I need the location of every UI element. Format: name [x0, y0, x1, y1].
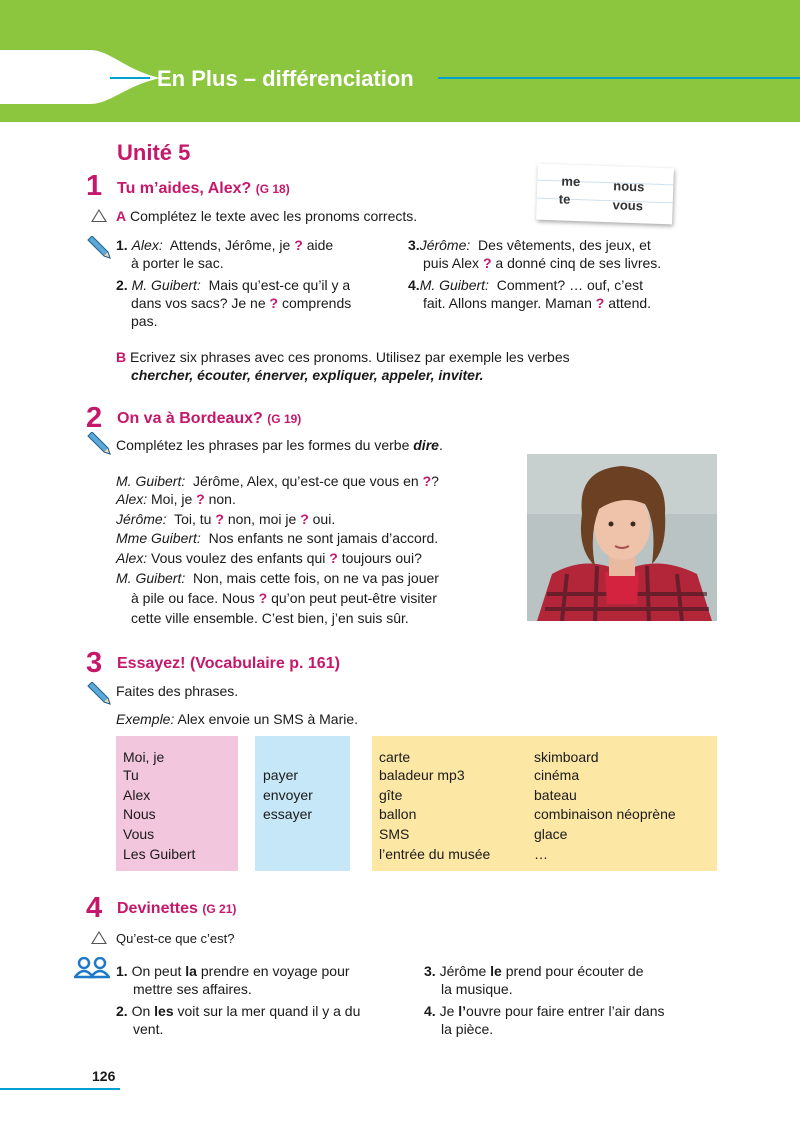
riddle-3-line-2: la musique.	[441, 981, 513, 997]
pronoun-card	[536, 164, 674, 225]
girl-portrait-photo	[527, 454, 717, 621]
exercise-1-item-3: 3.Jérôme: Des vêtements, des jeux, et	[408, 237, 651, 253]
object-item: gîte	[379, 787, 403, 803]
exercise-3-number: 3	[86, 647, 103, 679]
unit-title: Unité 5	[117, 140, 191, 165]
subject-item: Vous	[123, 826, 155, 842]
subject-item: Alex	[123, 787, 151, 803]
object-item: cinéma	[534, 767, 580, 783]
dialogue-line: M. Guibert: Jérôme, Alex, qu’est-ce que vous en ??	[116, 473, 439, 489]
exercise-1-item-3-line-2: puis Alex ? a donné cinq de ses livres.	[423, 255, 662, 271]
exercise-1-item-1-line-2: à porter le sac.	[131, 255, 224, 271]
card-word: nous	[613, 178, 645, 195]
object-item: ballon	[379, 806, 417, 822]
riddle-2: 2. On les voit sur la mer quand il y a du	[116, 1003, 361, 1019]
pencil-icon	[86, 682, 112, 708]
header-band	[0, 0, 800, 122]
exercise-1a-instruction: A Complétez le texte avec les pronoms corrects.	[116, 208, 418, 224]
exercise-2-instruction: Complétez les phrases par les formes du verbe dire.	[116, 437, 443, 453]
pencil-icon	[86, 236, 112, 262]
subject-item: Tu	[123, 767, 139, 783]
subject-item: Nous	[123, 806, 156, 822]
object-item: …	[534, 846, 548, 862]
dialogue-line: Jérôme: Toi, tu ? non, moi je ? oui.	[116, 511, 336, 527]
exercise-3-example: Exemple: Alex envoie un SMS à Marie.	[116, 711, 359, 727]
riddle-2-line-2: vent.	[133, 1021, 164, 1037]
dialogue-line: cette ville ensemble. C’est bien, j’en suis sûr.	[131, 610, 409, 626]
exercise-1-item-2-line-2: dans vos sacs? Je ne ? comprends	[131, 295, 352, 311]
pair-work-icon	[74, 957, 110, 979]
exercise-1-item-2: 2. M. Guibert: Mais qu’est-ce qu’il y a	[116, 277, 351, 293]
page-number: 126	[92, 1068, 116, 1084]
object-item: carte	[379, 749, 411, 765]
footer-divider	[0, 1088, 120, 1090]
header-title: En Plus – différenciation	[157, 66, 414, 91]
verb-item: payer	[263, 767, 299, 783]
riddle-4-line-2: la pièce.	[441, 1021, 494, 1037]
exercise-3-instruction: Faites des phrases.	[116, 683, 239, 699]
exercise-1-title: Tu m’aides, Alex? (G 18)	[117, 180, 290, 197]
exercise-4-title: Devinettes (G 21)	[117, 900, 237, 917]
object-item: combinaison néoprène	[534, 806, 676, 822]
dialogue-line: Alex: Vous voulez des enfants qui ? toujours oui?	[116, 550, 422, 566]
exercise-1b-instruction: B Ecrivez six phrases avec ces pronoms. Utilisez par exemple les verbes	[116, 349, 570, 365]
object-item: l’entrée du musée	[379, 846, 491, 862]
difficulty-triangle-icon	[91, 209, 107, 222]
exercise-1-item-4-line-2: fait. Allons manger. Maman ? attend.	[423, 295, 652, 311]
verb-item: essayer	[263, 806, 313, 822]
dialogue-line: M. Guibert: Non, mais cette fois, on ne va pas jouer	[116, 570, 439, 586]
riddle-3: 3. Jérôme le prend pour écouter de	[424, 963, 644, 979]
verb-item: envoyer	[263, 787, 313, 803]
riddle-1-line-2: mettre ses affaires.	[133, 981, 252, 997]
object-item: SMS	[379, 826, 410, 842]
object-item: glace	[534, 826, 568, 842]
verbs-box	[255, 736, 350, 871]
exercise-1b-verbs: chercher, écouter, énerver, expliquer, appeler, inviter.	[131, 367, 484, 383]
card-word: te	[558, 191, 571, 207]
difficulty-triangle-icon	[91, 931, 107, 944]
subject-item: Les Guibert	[123, 846, 196, 862]
exercise-4-instruction: Qu’est-ce que c’est?	[116, 931, 235, 946]
dialogue-line: Mme Guibert: Nos enfants ne sont jamais d’accord.	[116, 530, 439, 546]
object-item: baladeur mp3	[379, 767, 465, 783]
card-word: vous	[612, 197, 644, 214]
object-item: bateau	[534, 787, 577, 803]
card-word: me	[561, 173, 581, 190]
riddle-4: 4. Je l’ouvre pour faire entrer l’air dans	[424, 1003, 665, 1019]
object-item: skimboard	[534, 749, 599, 765]
objects-box	[372, 736, 717, 871]
exercise-2-title: On va à Bordeaux? (G 19)	[117, 410, 302, 427]
pencil-icon	[86, 432, 112, 458]
exercise-1-item-2-line-3: pas.	[131, 313, 158, 329]
subjects-box	[116, 736, 238, 871]
exercise-1-item-1: 1. Alex: Attends, Jérôme, je ? aide	[116, 237, 334, 253]
dialogue-line: à pile ou face. Nous ? qu’on peut peut-être visiter	[131, 590, 437, 606]
exercise-4-number: 4	[86, 892, 103, 924]
header-decoration	[0, 0, 800, 122]
exercise-3-title: Essayez! (Vocabulaire p. 161)	[117, 655, 340, 672]
exercise-2-number: 2	[86, 402, 103, 434]
dialogue-line: Alex: Moi, je ? non.	[116, 491, 236, 507]
exercise-1-number: 1	[86, 170, 103, 202]
exercise-1-item-4: 4.M. Guibert: Comment? … ouf, c’est	[408, 277, 643, 293]
riddle-1: 1. On peut la prendre en voyage pour	[116, 963, 350, 979]
subject-item: Moi, je	[123, 749, 165, 765]
